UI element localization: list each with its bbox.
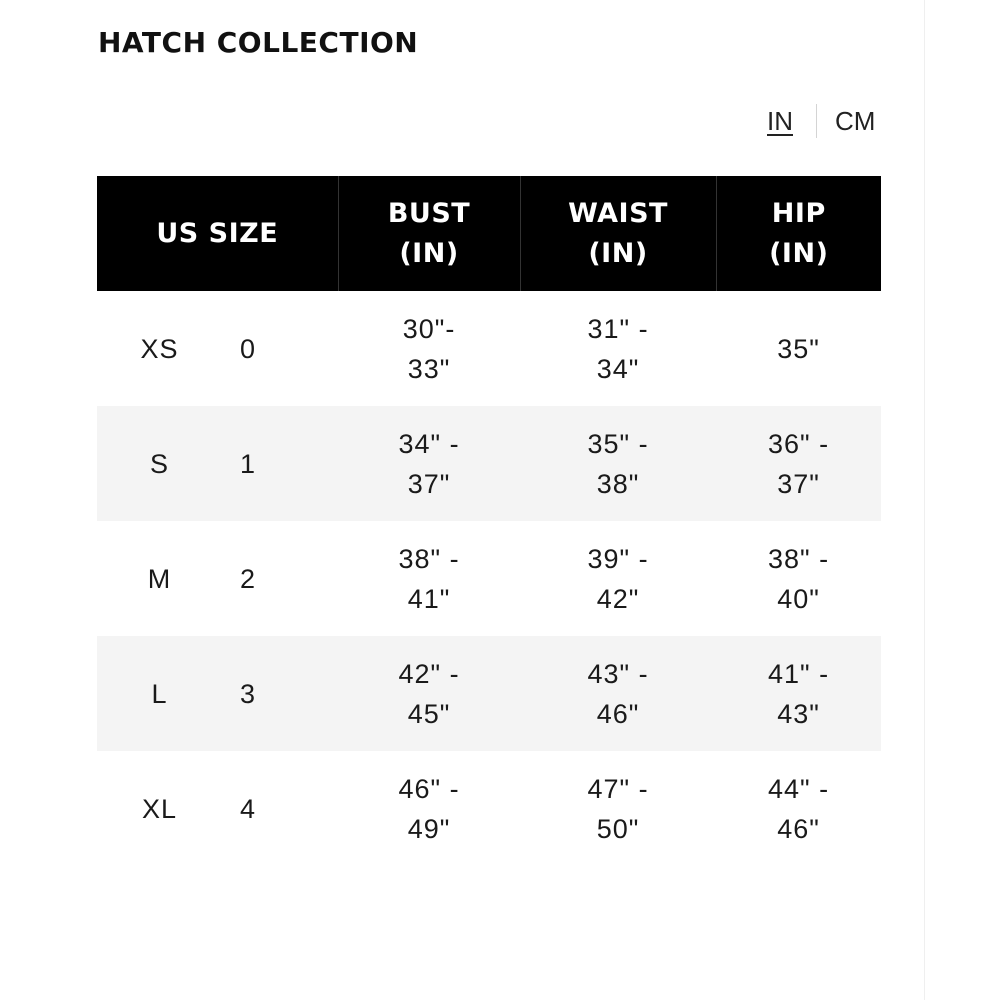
table-row xyxy=(97,636,881,751)
header-hip-unit: (IN) xyxy=(769,237,829,269)
hip-range-from: 38" - xyxy=(767,543,830,574)
hip-range-from: 36" - xyxy=(767,428,830,459)
hip-range-from: 41" - xyxy=(767,658,830,689)
waist-range-to: 38" xyxy=(596,468,640,499)
bust-range-from: 42" - xyxy=(398,658,460,689)
bust-range-to: 45" xyxy=(407,698,451,729)
header-us-size xyxy=(97,176,338,291)
hip-range xyxy=(716,751,881,866)
table-row xyxy=(97,406,881,521)
waist-range-from: 43" - xyxy=(587,658,649,689)
hip-range-from: 35" xyxy=(777,333,820,364)
size-number: 0 xyxy=(240,333,257,364)
header-waist-label: WAIST xyxy=(568,197,668,229)
waist-range xyxy=(520,751,716,866)
bust-range xyxy=(338,521,520,636)
header-hip-label: HIP xyxy=(771,197,826,229)
bust-range-to: 33" xyxy=(407,353,451,384)
bust-range-to: 49" xyxy=(407,813,451,844)
page-title: HATCH COLLECTION xyxy=(98,26,419,59)
hip-range-to: 37" xyxy=(777,468,820,499)
hip-range-to: 40" xyxy=(777,583,820,614)
size-letter: XL xyxy=(141,793,178,824)
waist-range xyxy=(520,291,716,406)
unit-centimeters-link[interactable]: CM xyxy=(835,105,876,136)
hip-range-to: 46" xyxy=(777,813,820,844)
size-letter: M xyxy=(147,563,172,594)
bust-range xyxy=(338,751,520,866)
size-number: 4 xyxy=(240,793,257,824)
size-letter: XS xyxy=(140,333,179,364)
unit-toggle xyxy=(760,100,885,142)
hip-range xyxy=(716,521,881,636)
table-header-row xyxy=(97,176,881,291)
bust-range xyxy=(338,291,520,406)
header-bust-label: BUST xyxy=(387,197,471,229)
hip-range-from: 44" - xyxy=(767,773,830,804)
table-row xyxy=(97,751,881,866)
hip-range xyxy=(716,636,881,751)
page-edge-divider xyxy=(924,0,925,1000)
header-waist-unit: (IN) xyxy=(588,237,648,269)
waist-range-from: 47" - xyxy=(587,773,649,804)
waist-range-to: 34" xyxy=(596,353,640,384)
header-bust xyxy=(338,176,520,291)
size-letter: L xyxy=(97,636,222,751)
waist-range xyxy=(520,521,716,636)
bust-range-from: 38" - xyxy=(398,543,460,574)
table-row xyxy=(97,291,881,406)
size-number: 3 xyxy=(222,636,338,751)
header-waist xyxy=(520,176,716,291)
header-hip xyxy=(716,176,881,291)
header-us-size-label: US SIZE xyxy=(156,217,279,249)
header-bust-unit: (IN) xyxy=(399,237,459,269)
waist-range-from: 35" - xyxy=(587,428,649,459)
hip-range xyxy=(716,406,881,521)
waist-range-to: 46" xyxy=(596,698,640,729)
size-letter: S xyxy=(97,406,222,521)
unit-separator xyxy=(816,104,817,138)
bust-range-from: 30"- xyxy=(402,313,456,344)
waist-range xyxy=(520,406,716,521)
size-number: 2 xyxy=(240,563,257,594)
bust-range-to: 37" xyxy=(407,468,451,499)
unit-inches-link[interactable]: IN xyxy=(767,105,793,136)
bust-range-from: 46" - xyxy=(398,773,460,804)
bust-range-to: 41" xyxy=(407,583,451,614)
bust-range xyxy=(338,636,520,751)
bust-range xyxy=(338,406,520,521)
waist-range-to: 42" xyxy=(596,583,640,614)
hip-range-to: 43" xyxy=(777,698,820,729)
waist-range-from: 39" - xyxy=(587,543,649,574)
waist-range xyxy=(520,636,716,751)
size-chart-table xyxy=(97,176,881,866)
size-number: 1 xyxy=(222,406,338,521)
table-row xyxy=(97,521,881,636)
hip-range xyxy=(716,291,881,406)
waist-range-to: 50" xyxy=(596,813,640,844)
waist-range-from: 31" - xyxy=(587,313,649,344)
bust-range-from: 34" - xyxy=(398,428,460,459)
